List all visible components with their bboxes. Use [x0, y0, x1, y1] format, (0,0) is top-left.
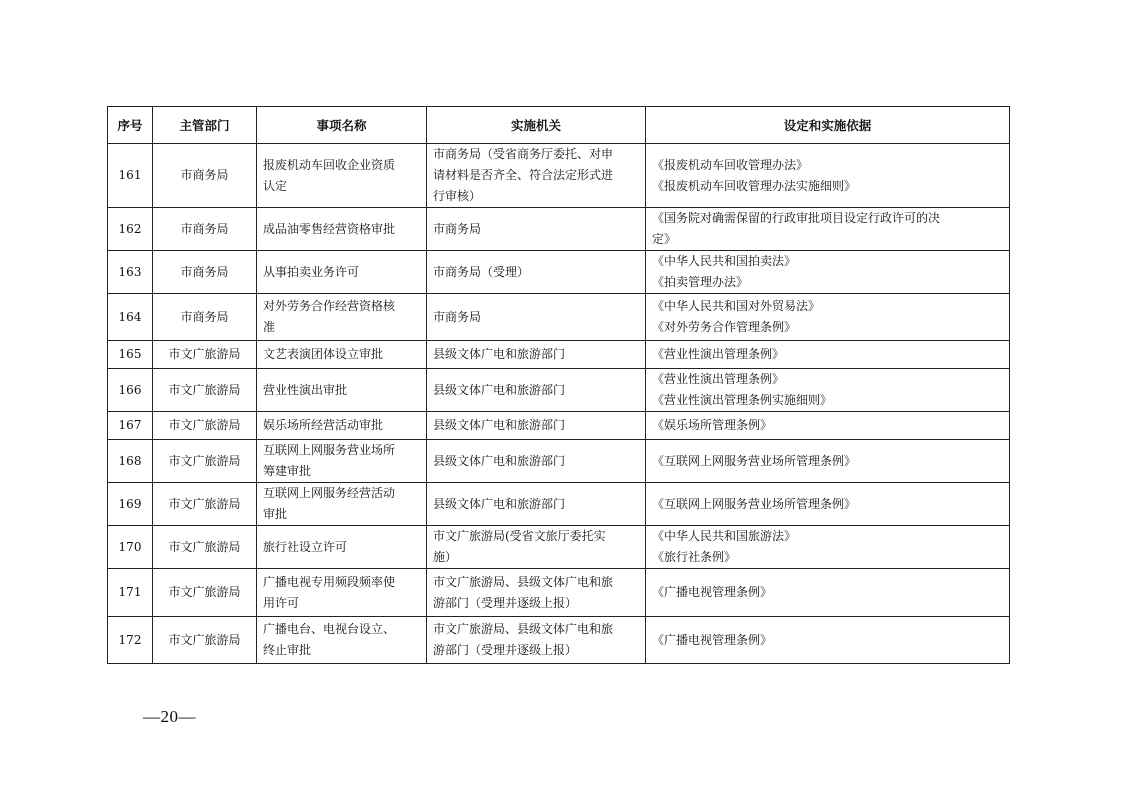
department-cell: 市商务局 — [153, 208, 257, 251]
implementing-agency-cell-line: 市商务局 — [433, 221, 482, 236]
table-row — [108, 369, 1010, 412]
legal-basis-cell-line: 定》 — [652, 232, 677, 246]
item-name-cell-line: 认定 — [263, 178, 288, 193]
legal-basis-cell — [646, 483, 1010, 526]
implementing-agency-cell-line: 市商务局（受省商务厅委托、对申 — [433, 147, 614, 161]
implementing-agency-cell — [427, 144, 646, 208]
item-name-cell-line: 广播电台、电视台设立、 — [263, 622, 396, 636]
implementing-agency-cell-line: 游部门（受理并逐级上报） — [433, 643, 578, 657]
implementing-agency-cell-line: 县级文体广电和旅游部门 — [433, 418, 566, 432]
legal-basis-cell-line: 《营业性演出管理条例》 — [652, 372, 785, 386]
department-cell: 市商务局 — [153, 294, 257, 341]
implementing-agency-cell — [427, 208, 646, 251]
legal-basis-cell — [646, 617, 1010, 664]
implementing-agency-cell — [427, 251, 646, 294]
legal-basis-cell-line: 《报废机动车回收管理办法》 — [652, 157, 809, 172]
item-name-cell-line: 互联网上网服务营业场所 — [263, 443, 396, 457]
implementing-agency-cell-line: 施） — [433, 550, 458, 564]
implementing-agency-cell — [427, 294, 646, 341]
table-row — [108, 483, 1010, 526]
item-name-cell-line: 旅行社设立许可 — [263, 539, 348, 554]
item-name-cell-line: 终止审批 — [263, 643, 312, 657]
header-department: 主管部门 — [153, 107, 257, 144]
implementing-agency-cell — [427, 369, 646, 412]
legal-basis-cell — [646, 369, 1010, 412]
table-row — [108, 526, 1010, 569]
table-row — [108, 294, 1010, 341]
item-name-cell — [257, 369, 427, 412]
department-cell: 市文广旅游局 — [153, 569, 257, 617]
department-cell: 市文广旅游局 — [153, 412, 257, 440]
item-name-cell-line: 成品油零售经营资格审批 — [263, 221, 396, 236]
implementing-agency-cell-line: 行审核） — [433, 189, 482, 203]
legal-basis-cell — [646, 208, 1010, 251]
legal-basis-cell-line: 《娱乐场所管理条例》 — [652, 418, 773, 432]
implementing-agency-cell — [427, 483, 646, 526]
item-name-cell-line: 筹建审批 — [263, 464, 312, 478]
serial-number-cell: 162 — [108, 208, 153, 251]
legal-basis-cell-line: 《互联网上网服务营业场所管理条例》 — [652, 496, 857, 511]
implementing-agency-cell-line: 市文广旅游局、县级文体广电和旅 — [433, 622, 614, 636]
item-name-cell-line: 审批 — [263, 507, 288, 521]
item-name-cell — [257, 251, 427, 294]
legal-basis-cell — [646, 294, 1010, 341]
legal-basis-cell — [646, 251, 1010, 294]
implementing-agency-cell-line: 市文广旅游局(受省文旅厅委托实 — [433, 529, 606, 543]
legal-basis-cell-line: 《广播电视管理条例》 — [652, 585, 773, 599]
item-name-cell-line: 互联网上网服务经营活动 — [263, 486, 396, 500]
item-name-cell — [257, 144, 427, 208]
legal-basis-cell-line: 《对外劳务合作管理条例》 — [652, 320, 797, 334]
legal-basis-cell-line: 《拍卖管理办法》 — [652, 275, 749, 289]
serial-number-cell: 161 — [108, 144, 153, 208]
legal-basis-cell-line: 《营业性演出管理条例》 — [652, 347, 785, 361]
serial-number-cell: 166 — [108, 369, 153, 412]
serial-number-cell: 164 — [108, 294, 153, 341]
serial-number-cell: 167 — [108, 412, 153, 440]
item-name-cell-line: 广播电视专用频段频率使 — [263, 574, 396, 589]
serial-number-cell: 165 — [108, 341, 153, 369]
department-cell: 市文广旅游局 — [153, 369, 257, 412]
item-name-cell-line: 文艺表演团体设立审批 — [263, 347, 384, 361]
item-name-cell — [257, 341, 427, 369]
item-name-cell-line: 娱乐场所经营活动审批 — [263, 418, 384, 432]
implementing-agency-cell-line: 市文广旅游局、县级文体广电和旅 — [433, 574, 614, 589]
legal-basis-cell-line: 《互联网上网服务营业场所管理条例》 — [652, 453, 857, 468]
serial-number-cell: 163 — [108, 251, 153, 294]
item-name-cell — [257, 412, 427, 440]
implementing-agency-cell-line: 县级文体广电和旅游部门 — [433, 453, 566, 468]
implementing-agency-cell-line: 市商务局 — [433, 309, 482, 324]
table-row — [108, 341, 1010, 369]
department-cell: 市商务局 — [153, 144, 257, 208]
implementing-agency-cell-line: 市商务局（受理） — [433, 264, 530, 279]
legal-basis-cell — [646, 569, 1010, 617]
item-name-cell-line: 用许可 — [263, 595, 300, 610]
implementing-agency-cell — [427, 412, 646, 440]
legal-basis-cell-line: 《中华人民共和国拍卖法》 — [652, 254, 797, 268]
item-name-cell — [257, 294, 427, 341]
legal-basis-cell-line: 《旅行社条例》 — [652, 550, 737, 564]
item-name-cell — [257, 208, 427, 251]
approval-items-table — [107, 106, 1010, 664]
implementing-agency-cell — [427, 617, 646, 664]
table-body — [108, 144, 1010, 664]
serial-number-cell: 168 — [108, 440, 153, 483]
item-name-cell-line: 从事拍卖业务许可 — [263, 264, 360, 279]
item-name-cell-line: 营业性演出审批 — [263, 382, 348, 397]
header-serial-number: 序号 — [108, 107, 153, 144]
table-row — [108, 251, 1010, 294]
table-row — [108, 412, 1010, 440]
implementing-agency-cell-line: 请材料是否齐全、符合法定形式进 — [433, 168, 614, 182]
item-name-cell-line: 准 — [263, 320, 276, 334]
implementing-agency-cell-line: 县级文体广电和旅游部门 — [433, 347, 566, 361]
item-name-cell — [257, 440, 427, 483]
department-cell: 市文广旅游局 — [153, 341, 257, 369]
item-name-cell — [257, 617, 427, 664]
implementing-agency-cell — [427, 440, 646, 483]
item-name-cell — [257, 526, 427, 569]
serial-number-cell: 169 — [108, 483, 153, 526]
implementing-agency-cell-line: 县级文体广电和旅游部门 — [433, 382, 566, 397]
legal-basis-cell — [646, 412, 1010, 440]
department-cell: 市文广旅游局 — [153, 526, 257, 569]
legal-basis-cell — [646, 526, 1010, 569]
header-implementing-agency: 实施机关 — [427, 107, 646, 144]
department-cell: 市文广旅游局 — [153, 483, 257, 526]
implementing-agency-cell-line: 县级文体广电和旅游部门 — [433, 496, 566, 511]
item-name-cell-line: 报废机动车回收企业资质 — [263, 157, 396, 172]
serial-number-cell: 170 — [108, 526, 153, 569]
legal-basis-cell-line: 《国务院对确需保留的行政审批项目设定行政许可的决 — [652, 211, 941, 225]
implementing-agency-cell-line: 游部门（受理并逐级上报） — [433, 595, 578, 610]
legal-basis-cell-line: 《报废机动车回收管理办法实施细则》 — [652, 178, 857, 193]
serial-number-cell: 172 — [108, 617, 153, 664]
page-number: —20— — [143, 707, 196, 726]
item-name-cell — [257, 483, 427, 526]
implementing-agency-cell — [427, 526, 646, 569]
table-row — [108, 617, 1010, 664]
legal-basis-cell-line: 《中华人民共和国旅游法》 — [652, 529, 797, 543]
item-name-cell-line: 对外劳务合作经营资格核 — [263, 299, 396, 313]
table-row — [108, 440, 1010, 483]
legal-basis-cell — [646, 341, 1010, 369]
table-row — [108, 208, 1010, 251]
department-cell: 市文广旅游局 — [153, 617, 257, 664]
legal-basis-cell-line: 《中华人民共和国对外贸易法》 — [652, 299, 821, 313]
legal-basis-cell — [646, 144, 1010, 208]
legal-basis-cell-line: 《广播电视管理条例》 — [652, 632, 773, 647]
department-cell: 市文广旅游局 — [153, 440, 257, 483]
implementing-agency-cell — [427, 341, 646, 369]
header-legal-basis: 设定和实施依据 — [646, 107, 1010, 144]
legal-basis-cell — [646, 440, 1010, 483]
table-row — [108, 569, 1010, 617]
item-name-cell — [257, 569, 427, 617]
legal-basis-cell-line: 《营业性演出管理条例实施细则》 — [652, 393, 833, 407]
department-cell: 市商务局 — [153, 251, 257, 294]
header-item-name: 事项名称 — [257, 107, 427, 144]
implementing-agency-cell — [427, 569, 646, 617]
table-header-row — [108, 107, 1010, 144]
table-row — [108, 144, 1010, 208]
serial-number-cell: 171 — [108, 569, 153, 617]
